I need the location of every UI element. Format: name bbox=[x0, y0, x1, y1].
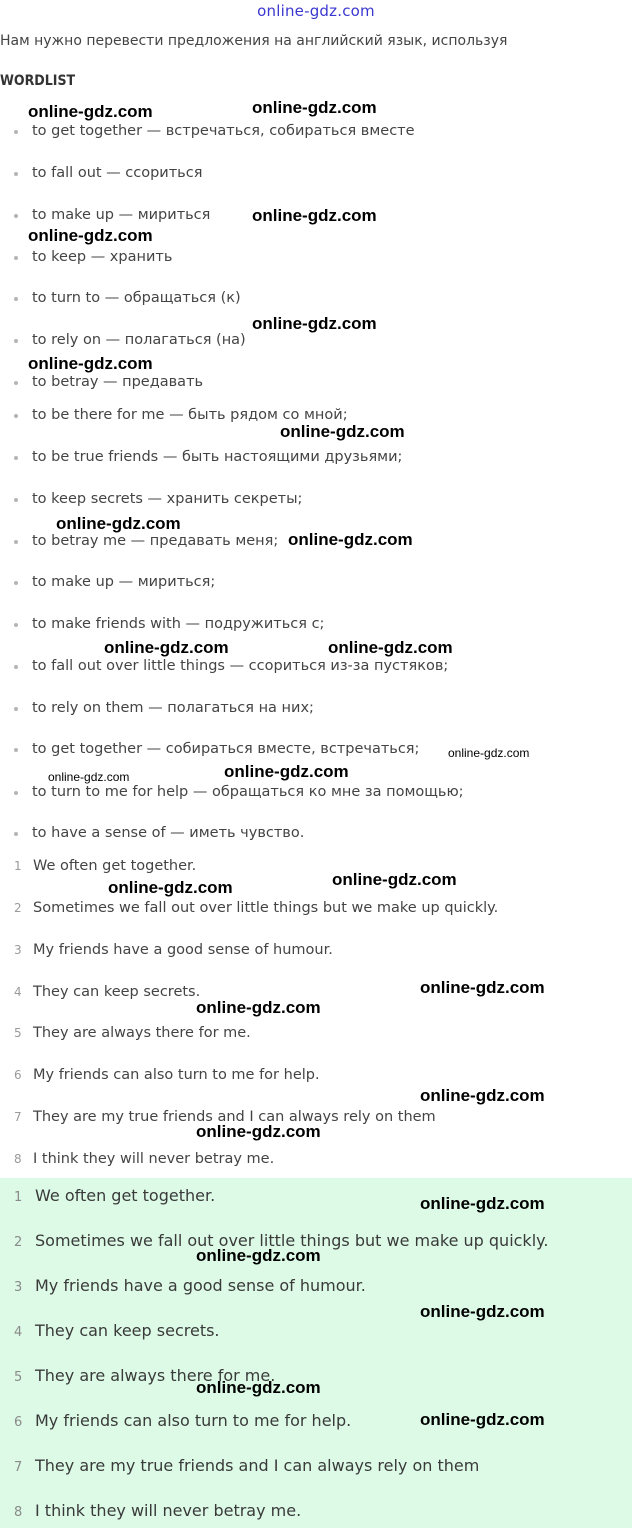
answer-row bbox=[14, 1456, 479, 1475]
sentence-row bbox=[14, 1025, 251, 1041]
wordlist-item-text: to betray — предавать bbox=[32, 374, 204, 390]
wordlist-item-text: to betray me — предавать меня; bbox=[32, 533, 279, 549]
sentence-number: 6 bbox=[14, 1068, 22, 1082]
sentence-number: 7 bbox=[14, 1110, 22, 1124]
watermark: online-gdz.com bbox=[332, 870, 457, 889]
bullet-icon bbox=[14, 498, 18, 502]
bullet-icon bbox=[14, 214, 18, 218]
wordlist-item-text: to be true friends — быть настоящими друзьями; bbox=[32, 449, 403, 465]
watermark: online-gdz.com bbox=[28, 226, 153, 245]
watermark: online-gdz.com bbox=[252, 314, 377, 333]
bullet-icon bbox=[14, 791, 18, 795]
sentence-row bbox=[14, 1151, 274, 1167]
bullet-icon bbox=[14, 339, 18, 343]
bullet-icon bbox=[14, 414, 18, 418]
wordlist-item bbox=[14, 207, 210, 223]
watermark: online-gdz.com bbox=[196, 998, 321, 1017]
wordlist-item bbox=[14, 491, 302, 507]
sentence-text: They are always there for me. bbox=[33, 1025, 251, 1041]
sentence-text: We often get together. bbox=[33, 858, 197, 874]
watermark: online-gdz.com bbox=[420, 1302, 545, 1321]
wordlist-item-text: to keep — хранить bbox=[32, 249, 173, 265]
bullet-icon bbox=[14, 456, 18, 460]
wordlist-item-text: to turn to — обращаться (к) bbox=[32, 290, 241, 306]
answer-number: 7 bbox=[14, 1460, 23, 1475]
sentence-number: 2 bbox=[14, 901, 22, 915]
answer-box bbox=[0, 1178, 632, 1528]
intro-text: Нам нужно перевести предложения на английский язык, используя bbox=[0, 33, 508, 49]
wordlist-item bbox=[14, 165, 202, 181]
watermark: online-gdz.com bbox=[420, 978, 545, 997]
wordlist-item bbox=[14, 658, 448, 674]
watermark: online-gdz.com bbox=[420, 1410, 545, 1429]
wordlist-item-text: to rely on — полагаться (на) bbox=[32, 332, 246, 348]
wordlist-item-text: to rely on them — полагаться на них; bbox=[32, 700, 314, 716]
watermark: online-gdz.com bbox=[252, 206, 377, 225]
watermark: online-gdz.com bbox=[48, 770, 130, 784]
wordlist-item bbox=[14, 741, 419, 757]
watermark: online-gdz.com bbox=[420, 1086, 545, 1105]
wordlist-item-text: to fall out over little things — ссориться из-за пустяков; bbox=[32, 658, 449, 674]
wordlist-item-text: to make friends with — подружиться с; bbox=[32, 616, 325, 632]
bullet-icon bbox=[14, 748, 18, 752]
wordlist-item bbox=[14, 249, 172, 265]
watermark: online-gdz.com bbox=[280, 422, 405, 441]
wordlist-item-text: to fall out — ссориться bbox=[32, 165, 203, 181]
sentence-text: My friends have a good sense of humour. bbox=[33, 942, 333, 958]
wordlist-item bbox=[14, 700, 314, 716]
bullet-icon bbox=[14, 172, 18, 176]
sentence-text: They can keep secrets. bbox=[33, 984, 201, 1000]
sentence-number: 5 bbox=[14, 1026, 22, 1040]
answer-number: 3 bbox=[14, 1280, 23, 1295]
wordlist-item-text: to have a sense of — иметь чувство. bbox=[32, 825, 305, 841]
sentence-row bbox=[14, 900, 498, 916]
wordlist-item bbox=[14, 533, 278, 549]
watermark: online-gdz.com bbox=[104, 638, 229, 657]
watermark: online-gdz.com bbox=[108, 878, 233, 897]
answer-row bbox=[14, 1501, 301, 1520]
watermark: online-gdz.com bbox=[448, 746, 530, 760]
answer-number: 8 bbox=[14, 1505, 23, 1520]
wordlist-item-text: to get together — собираться вместе, встречаться; bbox=[32, 741, 420, 757]
sentence-row bbox=[14, 984, 200, 1000]
wordlist-item bbox=[14, 290, 241, 306]
wordlist-item-text: to be there for me — быть рядом со мной; bbox=[32, 407, 348, 423]
bullet-icon bbox=[14, 297, 18, 301]
answer-number: 6 bbox=[14, 1415, 23, 1430]
answer-row bbox=[14, 1186, 215, 1205]
sentence-row bbox=[14, 1067, 320, 1083]
wordlist-item-text: to keep secrets — хранить секреты; bbox=[32, 491, 303, 507]
answer-row bbox=[14, 1276, 366, 1295]
bullet-icon bbox=[14, 623, 18, 627]
wordlist-item bbox=[14, 332, 246, 348]
answer-text: My friends have a good sense of humour. bbox=[35, 1276, 366, 1295]
wordlist-item-text: to make up — мириться bbox=[32, 207, 211, 223]
bullet-icon bbox=[14, 130, 18, 134]
watermark: online-gdz.com bbox=[328, 638, 453, 657]
bullet-icon bbox=[14, 581, 18, 585]
wordlist-item-text: to turn to me for help — обращаться ко мне за помощью; bbox=[32, 784, 464, 800]
site-header[interactable]: online-gdz.com bbox=[257, 2, 375, 20]
sentence-number: 8 bbox=[14, 1152, 22, 1166]
sentence-number: 4 bbox=[14, 985, 22, 999]
wordlist-item-text: to make up — мириться; bbox=[32, 574, 216, 590]
watermark: online-gdz.com bbox=[196, 1378, 321, 1397]
wordlist-title: WORDLIST bbox=[0, 73, 76, 89]
bullet-icon bbox=[14, 707, 18, 711]
watermark: online-gdz.com bbox=[420, 1194, 545, 1213]
answer-text: They can keep secrets. bbox=[35, 1321, 220, 1340]
wordlist-item-text: to get together — встречаться, собираться вместе bbox=[32, 123, 415, 139]
answer-number: 4 bbox=[14, 1325, 23, 1340]
sentence-row bbox=[14, 858, 196, 874]
bullet-icon bbox=[14, 665, 18, 669]
wordlist-item bbox=[14, 825, 304, 841]
sentence-number: 1 bbox=[14, 859, 22, 873]
watermark: online-gdz.com bbox=[56, 514, 181, 533]
wordlist-item bbox=[14, 449, 402, 465]
bullet-icon bbox=[14, 832, 18, 836]
wordlist-item bbox=[14, 784, 464, 800]
wordlist-item bbox=[14, 123, 415, 139]
answer-text: We often get together. bbox=[35, 1186, 216, 1205]
watermark: online-gdz.com bbox=[288, 530, 413, 549]
bullet-icon bbox=[14, 381, 18, 385]
answer-text: Sometimes we fall out over little things but we make up quickly. bbox=[35, 1231, 549, 1250]
watermark: online-gdz.com bbox=[196, 1246, 321, 1265]
bullet-icon bbox=[14, 256, 18, 260]
answer-number: 1 bbox=[14, 1190, 23, 1205]
answer-text: They are always there for me. bbox=[35, 1366, 276, 1385]
answer-text: I think they will never betray me. bbox=[35, 1501, 302, 1520]
sentence-row bbox=[14, 942, 333, 958]
sentence-number: 3 bbox=[14, 943, 22, 957]
sentence-text: I think they will never betray me. bbox=[33, 1151, 275, 1167]
watermark: online-gdz.com bbox=[28, 102, 153, 121]
answer-text: They are my true friends and I can always rely on them bbox=[35, 1456, 480, 1475]
wordlist-item bbox=[14, 616, 324, 632]
answer-number: 5 bbox=[14, 1370, 23, 1385]
sentence-text: Sometimes we fall out over little things but we make up quickly. bbox=[33, 900, 499, 916]
wordlist-item bbox=[14, 574, 215, 590]
watermark: online-gdz.com bbox=[252, 98, 377, 117]
sentence-text: My friends can also turn to me for help. bbox=[33, 1067, 320, 1083]
watermark: online-gdz.com bbox=[224, 762, 349, 781]
watermark: online-gdz.com bbox=[28, 354, 153, 373]
sentence-text: They are my true friends and I can always rely on them bbox=[33, 1109, 436, 1125]
wordlist-item bbox=[14, 407, 348, 423]
wordlist-item bbox=[14, 374, 203, 390]
answer-row bbox=[14, 1411, 351, 1430]
bullet-icon bbox=[14, 540, 18, 544]
answer-text: My friends can also turn to me for help. bbox=[35, 1411, 352, 1430]
watermark: online-gdz.com bbox=[196, 1122, 321, 1141]
answer-row bbox=[14, 1321, 220, 1340]
answer-number: 2 bbox=[14, 1235, 23, 1250]
